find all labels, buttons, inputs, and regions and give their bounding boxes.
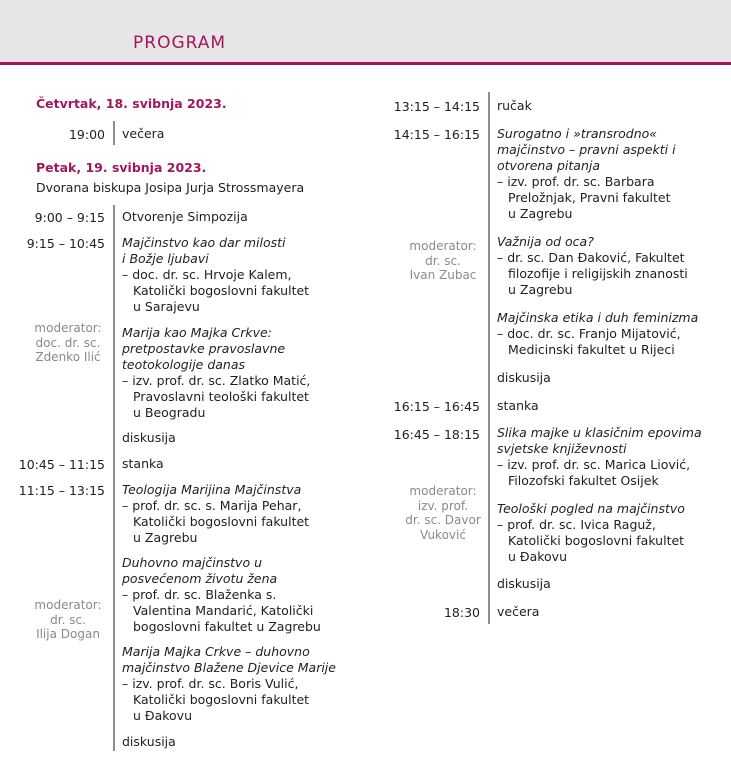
talk-title: otvorena pitanja [497, 158, 601, 173]
moderator-name: dr. sc. [425, 253, 461, 268]
divider [488, 92, 490, 624]
talk-title: Marija kao Majka Crkve: [122, 325, 272, 340]
session-time: 9:00 – 9:15 [34, 210, 105, 225]
session-time: 14:15 – 16:15 [393, 127, 480, 142]
talk [122, 235, 309, 315]
discussion: diskusija [122, 734, 176, 749]
session-title: Otvorenje Simpozija [122, 209, 248, 224]
session-time: 13:15 – 14:15 [393, 99, 480, 114]
speaker-affiliation: u Zagrebu [508, 282, 573, 297]
speaker: – izv. prof. dr. sc. Boris Vulić, [122, 676, 299, 691]
venue: Dvorana biskupa Josipa Jurja Strossmayera [36, 180, 305, 195]
speaker-affiliation: Katolički bogoslovni fakultet [133, 283, 310, 298]
speaker-affiliation: Katolički bogoslovni fakultet [508, 533, 685, 548]
session-time: 16:45 – 18:15 [393, 427, 480, 442]
divider [113, 121, 115, 145]
moderator [403, 484, 483, 542]
moderator-label: moderator: [409, 484, 477, 498]
discussion: diskusija [497, 370, 551, 385]
speaker: – doc. dr. sc. Hrvoje Kalem, [122, 267, 292, 282]
speaker-affiliation: filozofije i religijskih znanosti [508, 266, 688, 281]
session-time: 11:15 – 13:15 [18, 483, 105, 498]
session-title: ručak [497, 98, 532, 113]
session-title: stanka [122, 456, 164, 471]
speaker: – izv. prof. dr. sc. Barbara [497, 174, 655, 189]
discussion: diskusija [497, 576, 551, 591]
talk-title: i Božje ljubavi [122, 251, 209, 266]
session-title: večera [497, 604, 540, 619]
talk [122, 644, 336, 724]
talk-title: svjetske književnosti [497, 441, 627, 456]
moderator [30, 598, 106, 642]
speaker: – prof. dr. sc. Blaženka s. [122, 587, 277, 602]
day-title-thursday: Četvrtak, 18. svibnja 2023. [36, 96, 227, 111]
moderator [403, 239, 483, 283]
speaker-affiliation: bogoslovni fakultet u Zagrebu [133, 619, 321, 634]
talk-title: Važnija od oca? [497, 234, 594, 249]
speaker-affiliation: Filozofski fakultet Osijek [508, 473, 659, 488]
session-title: večera [122, 126, 165, 141]
moderator-name: Vuković [420, 527, 466, 542]
talk [497, 425, 702, 489]
moderator-name: Ilija Dogan [36, 627, 100, 641]
speaker-affiliation: u Sarajevu [133, 299, 200, 314]
moderator-label: moderator: [409, 239, 477, 253]
talk-title: Teologija Marijina Majčinstva [122, 482, 302, 497]
session-time: 10:45 – 11:15 [18, 457, 105, 472]
speaker: – prof. dr. sc. s. Marija Pehar, [122, 498, 302, 513]
speaker-affiliation: Katolički bogoslovni fakultet [133, 692, 310, 707]
discussion: diskusija [122, 430, 176, 445]
talk [497, 310, 698, 358]
moderator-name: izv. prof. [417, 498, 469, 513]
session-time: 9:15 – 10:45 [26, 236, 105, 251]
moderator-name: doc. dr. sc. [35, 335, 101, 350]
talk [497, 126, 676, 222]
talk-title: Surogatno i »transrodno« [497, 126, 657, 141]
session-time: 18:30 [443, 605, 480, 620]
speaker-affiliation: Pravoslavni teološki fakultet [133, 389, 309, 404]
speaker: – izv. prof. dr. sc. Marica Liović, [497, 457, 691, 472]
speaker-affiliation: Medicinski fakultet u Rijeci [508, 342, 675, 357]
moderator [30, 321, 106, 365]
talk [497, 501, 685, 565]
page-title: PROGRAM [133, 33, 227, 53]
talk-title: majčinstvo Blažene Djevice Marije [122, 660, 336, 675]
talk-title: posvećenom životu žena [122, 571, 278, 586]
talk [122, 325, 310, 421]
moderator-name: dr. sc. Davor [405, 513, 481, 527]
talk [122, 482, 309, 546]
talk-title: Slika majke u klasičnim epovima [497, 425, 702, 440]
day-title-friday: Petak, 19. svibnja 2023. [36, 160, 207, 175]
session-title: stanka [497, 398, 539, 413]
speaker: – izv. prof. dr. sc. Zlatko Matić, [122, 373, 311, 388]
page-header [0, 0, 731, 65]
talk-title: Duhovno majčinstvo u [122, 555, 262, 570]
talk-title: Majčinstvo kao dar milosti [122, 235, 286, 250]
session-time: 16:15 – 16:45 [393, 399, 480, 414]
speaker-affiliation: u Beogradu [133, 405, 206, 420]
talk [122, 555, 321, 635]
speaker-affiliation: Preložnjak, Pravni fakultet [508, 190, 671, 205]
speaker-affiliation: Valentina Mandarić, Katolički [133, 603, 314, 618]
speaker-affiliation: Katolički bogoslovni fakultet [133, 514, 310, 529]
talk-title: majčinstvo – pravni aspekti i [497, 142, 676, 157]
talk-title: Marija Majka Crkve – duhovno [122, 644, 310, 659]
speaker-affiliation: u Zagrebu [508, 206, 573, 221]
moderator-label: moderator: [34, 321, 102, 335]
talk-title: teotokologije danas [122, 357, 246, 372]
speaker-affiliation: u Đakovu [133, 708, 193, 723]
moderator-name: Zdenko Ilić [35, 350, 101, 364]
talk-title: pretpostavke pravoslavne [122, 341, 286, 356]
talk [497, 234, 688, 298]
moderator-name: dr. sc. [50, 612, 86, 627]
speaker: – doc. dr. sc. Franjo Mijatović, [497, 326, 681, 341]
session-time: 19:00 [68, 127, 105, 142]
talk-title: Teološki pogled na majčinstvo [497, 501, 685, 516]
moderator-label: moderator: [34, 598, 102, 612]
speaker-affiliation: u Zagrebu [133, 530, 198, 545]
speaker-affiliation: u Đakovu [508, 549, 568, 564]
speaker: – prof. dr. sc. Ivica Raguž, [497, 517, 656, 532]
speaker: – dr. sc. Dan Đaković, Fakultet [497, 250, 685, 265]
talk-title: Majčinska etika i duh feminizma [497, 310, 699, 325]
moderator-name: Ivan Zubac [409, 268, 477, 282]
divider [113, 205, 115, 751]
